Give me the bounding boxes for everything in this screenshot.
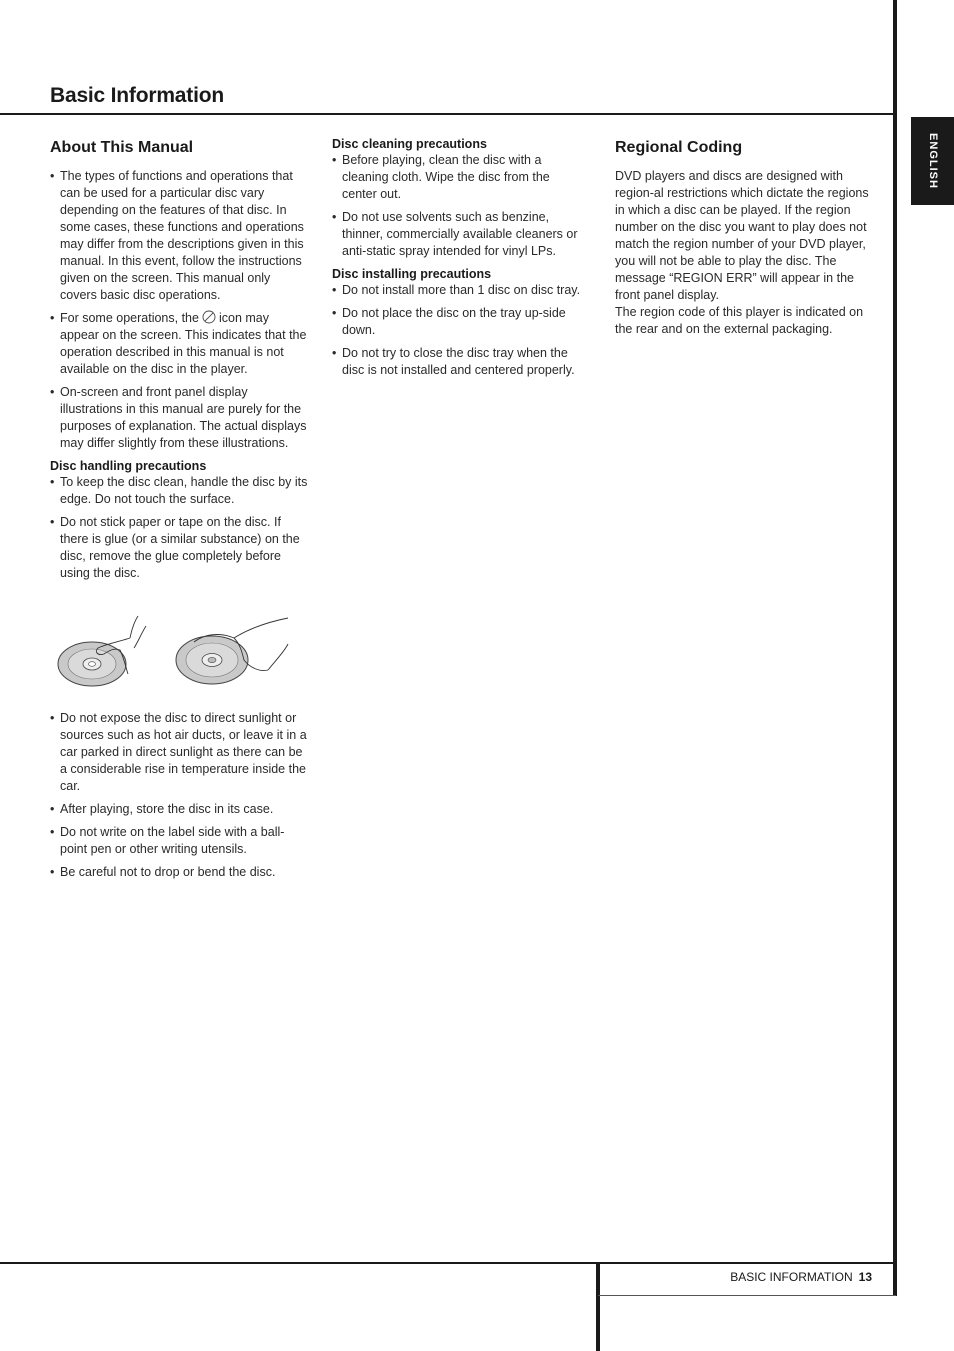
regional-coding-paragraph: DVD players and discs are designed with region-al restrictions which dictate the regions in which a disc can be played. If the region number on the disc you want to play does not match the region number of your DVD player, you will not be able to play the disc. The message “REGION ERR” will appear in the front panel display. (615, 169, 869, 302)
page-title: Basic Information (50, 84, 224, 107)
list-item: • Do not write on the label side with a ball-point pen or other writing utensils. (50, 824, 308, 858)
prohibited-icon (202, 310, 216, 324)
right-margin-bar (893, 0, 897, 1296)
regional-coding-heading: Regional Coding (615, 139, 743, 156)
handling-list (50, 474, 308, 582)
language-tab (911, 117, 954, 205)
list-item: • On-screen and front panel display illustrations in this manual are purely for the purposes of explanation. The actual displays may differ slightly from these illustrations. (50, 384, 308, 452)
list-item: • Before playing, clean the disc with a cleaning cloth. Wipe the disc from the center out. (332, 152, 584, 203)
cleaning-heading: Disc cleaning precautions (332, 137, 487, 151)
storage-list (50, 710, 308, 881)
list-item: • Do not place the disc on the tray up-side down. (332, 305, 584, 339)
list-item: • After playing, store the disc in its case. (50, 801, 308, 818)
footer-section-label: BASIC INFORMATION (730, 1270, 853, 1284)
cleaning-list (332, 152, 584, 260)
list-item: • Do not install more than 1 disc on disc tray. (332, 282, 584, 299)
page-footer (730, 1270, 872, 1284)
footer-divider-bar (596, 1262, 600, 1351)
footer-rule (0, 1262, 896, 1264)
column-regional-coding (615, 136, 873, 338)
column-disc-precautions (332, 136, 584, 385)
list-item: • Do not expose the disc to direct sunlight or sources such as hot air ducts, or leave it in a car parked in direct sunlight as there can be a considerable rise in temperature inside the car. (50, 710, 308, 795)
list-item: • To keep the disc clean, handle the disc by its edge. Do not touch the surface. (50, 474, 308, 508)
list-item-icon-note (50, 310, 308, 378)
about-manual-list (50, 168, 308, 452)
disc-handling-illustration (54, 608, 294, 692)
page-number: 13 (858, 1270, 872, 1284)
list-item: • The types of functions and operations that can be used for a particular disc vary depending on the features of that disc. In some cases, these functions and operations may differ from the descriptions given in this manual. In this event, follow the instructions given on the screen. This manual only covers basic disc operations. (50, 168, 308, 304)
disc-right-graphic (176, 618, 288, 684)
column-about-manual (50, 136, 308, 887)
installing-list (332, 282, 584, 379)
list-item: • Do not use solvents such as benzine, thinner, commercially available cleaners or anti-static spray intended for vinyl LPs. (332, 209, 584, 260)
list-item: • Do not try to close the disc tray when the disc is not installed and centered properly. (332, 345, 584, 379)
footer-underline (598, 1295, 896, 1296)
handling-heading: Disc handling precautions (50, 459, 207, 473)
icon-note-before: For some operations, the (60, 311, 199, 325)
list-item: • Do not stick paper or tape on the disc. If there is glue (or a similar substance) on the disc, remove the glue completely before using the disc. (50, 514, 308, 582)
installing-heading: Disc installing precautions (332, 267, 492, 281)
list-item: • Be careful not to drop or bend the disc. (50, 864, 308, 881)
language-tab-label: ENGLISH (926, 133, 939, 189)
header-rule (0, 113, 896, 115)
disc-left-graphic (58, 616, 146, 686)
about-manual-heading: About This Manual (50, 139, 194, 156)
region-code-note: The region code of this player is indicated on the rear and on the external packaging. (615, 305, 864, 336)
icon-note-after: icon may appear on the screen. This indicates that the operation described in this manual is not available on the disc in the player. (60, 311, 307, 376)
